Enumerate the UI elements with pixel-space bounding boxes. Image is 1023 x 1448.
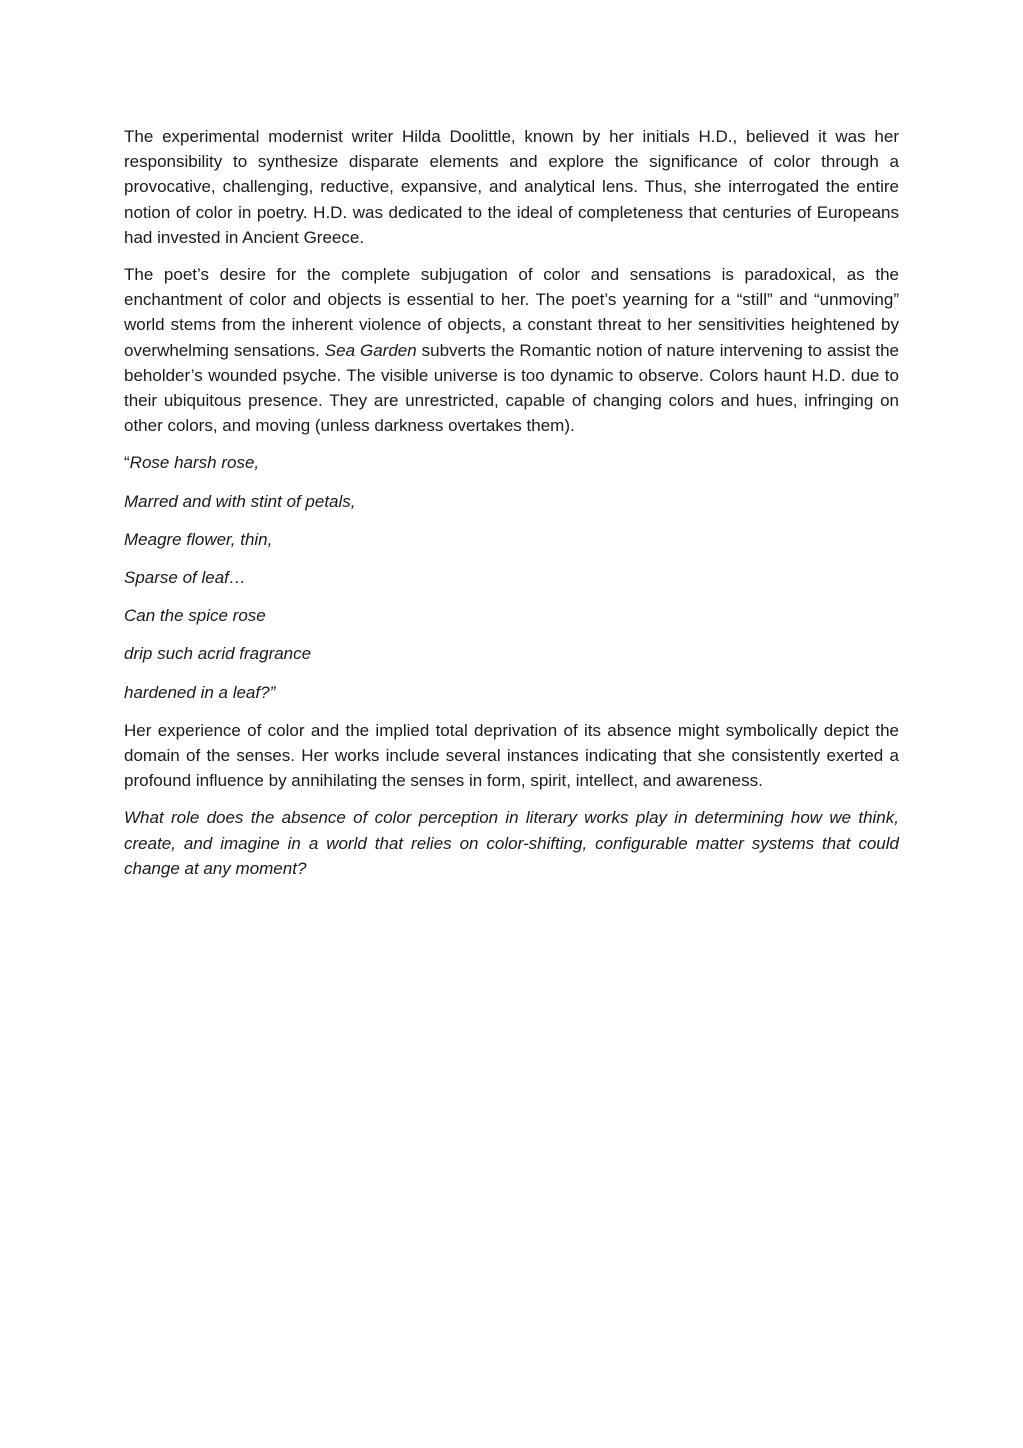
poem-line: Marred and with stint of petals, — [124, 491, 356, 511]
document-body — [124, 124, 899, 881]
poem-line — [124, 450, 899, 475]
paragraph-intro: The experimental modernist writer Hilda Doolittle, known by her initials H.D., believed it was her responsibility to synthesize disparate elements and explore the significance of color through a provocative, challenging, reductive, expansive, and analytical lens. Thus, she interrogated the entire notion of color in poetry. H.D. was dedicated to the ideal of completeness that centuries of Europeans had invested in Ancient Greece. — [124, 127, 899, 247]
poem-first-line: Rose harsh rose, — [129, 453, 260, 473]
poem-line: hardened in a leaf?” — [124, 682, 276, 702]
book-title: Sea Garden — [324, 340, 417, 360]
paragraph-paradox — [124, 262, 899, 438]
paragraph-senses: Her experience of color and the implied total deprivation of its absence might symbolically depict the domain of the senses. Her works include several instances indicating that she consistently exerted a profound influence by annihilating the senses in form, spirit, intellect, and awareness. — [124, 720, 899, 791]
closing-question: What role does the absence of color perception in literary works play in determining how we think, create, and imagine in a world that relies on color-shifting, configurable matter systems that could change at any moment? — [124, 808, 899, 878]
poem-quote — [124, 450, 899, 704]
poem-line: Sparse of leaf… — [124, 568, 246, 588]
poem-line: drip such acrid fragrance — [124, 644, 312, 664]
paragraph-paradox-text-2: subverts the Romantic notion of nature intervening to assist the beholder’s wounded psyche. The visible universe is too dynamic to observe. Colors haunt H.D. due to their ubiquitous presence. They are unrestricted, capable of changing colors and hues, infringing on other colors, and moving (unless darkness overtakes them). — [124, 340, 899, 436]
paragraph-paradox-text-1: The poet’s desire for the complete subjugation of color and sensations is paradoxical, as the enchantment of color and objects is essential to her. The poet’s yearning for a “still” and “unmoving” world stems from the inherent violence of objects, a constant threat to her sensitivities heightened by overwhelming sensations. — [124, 265, 899, 360]
poem-open-quote: “ — [124, 453, 130, 473]
poem-line: Meagre flower, thin, — [124, 529, 273, 549]
poem-line: Can the spice rose — [124, 606, 266, 626]
